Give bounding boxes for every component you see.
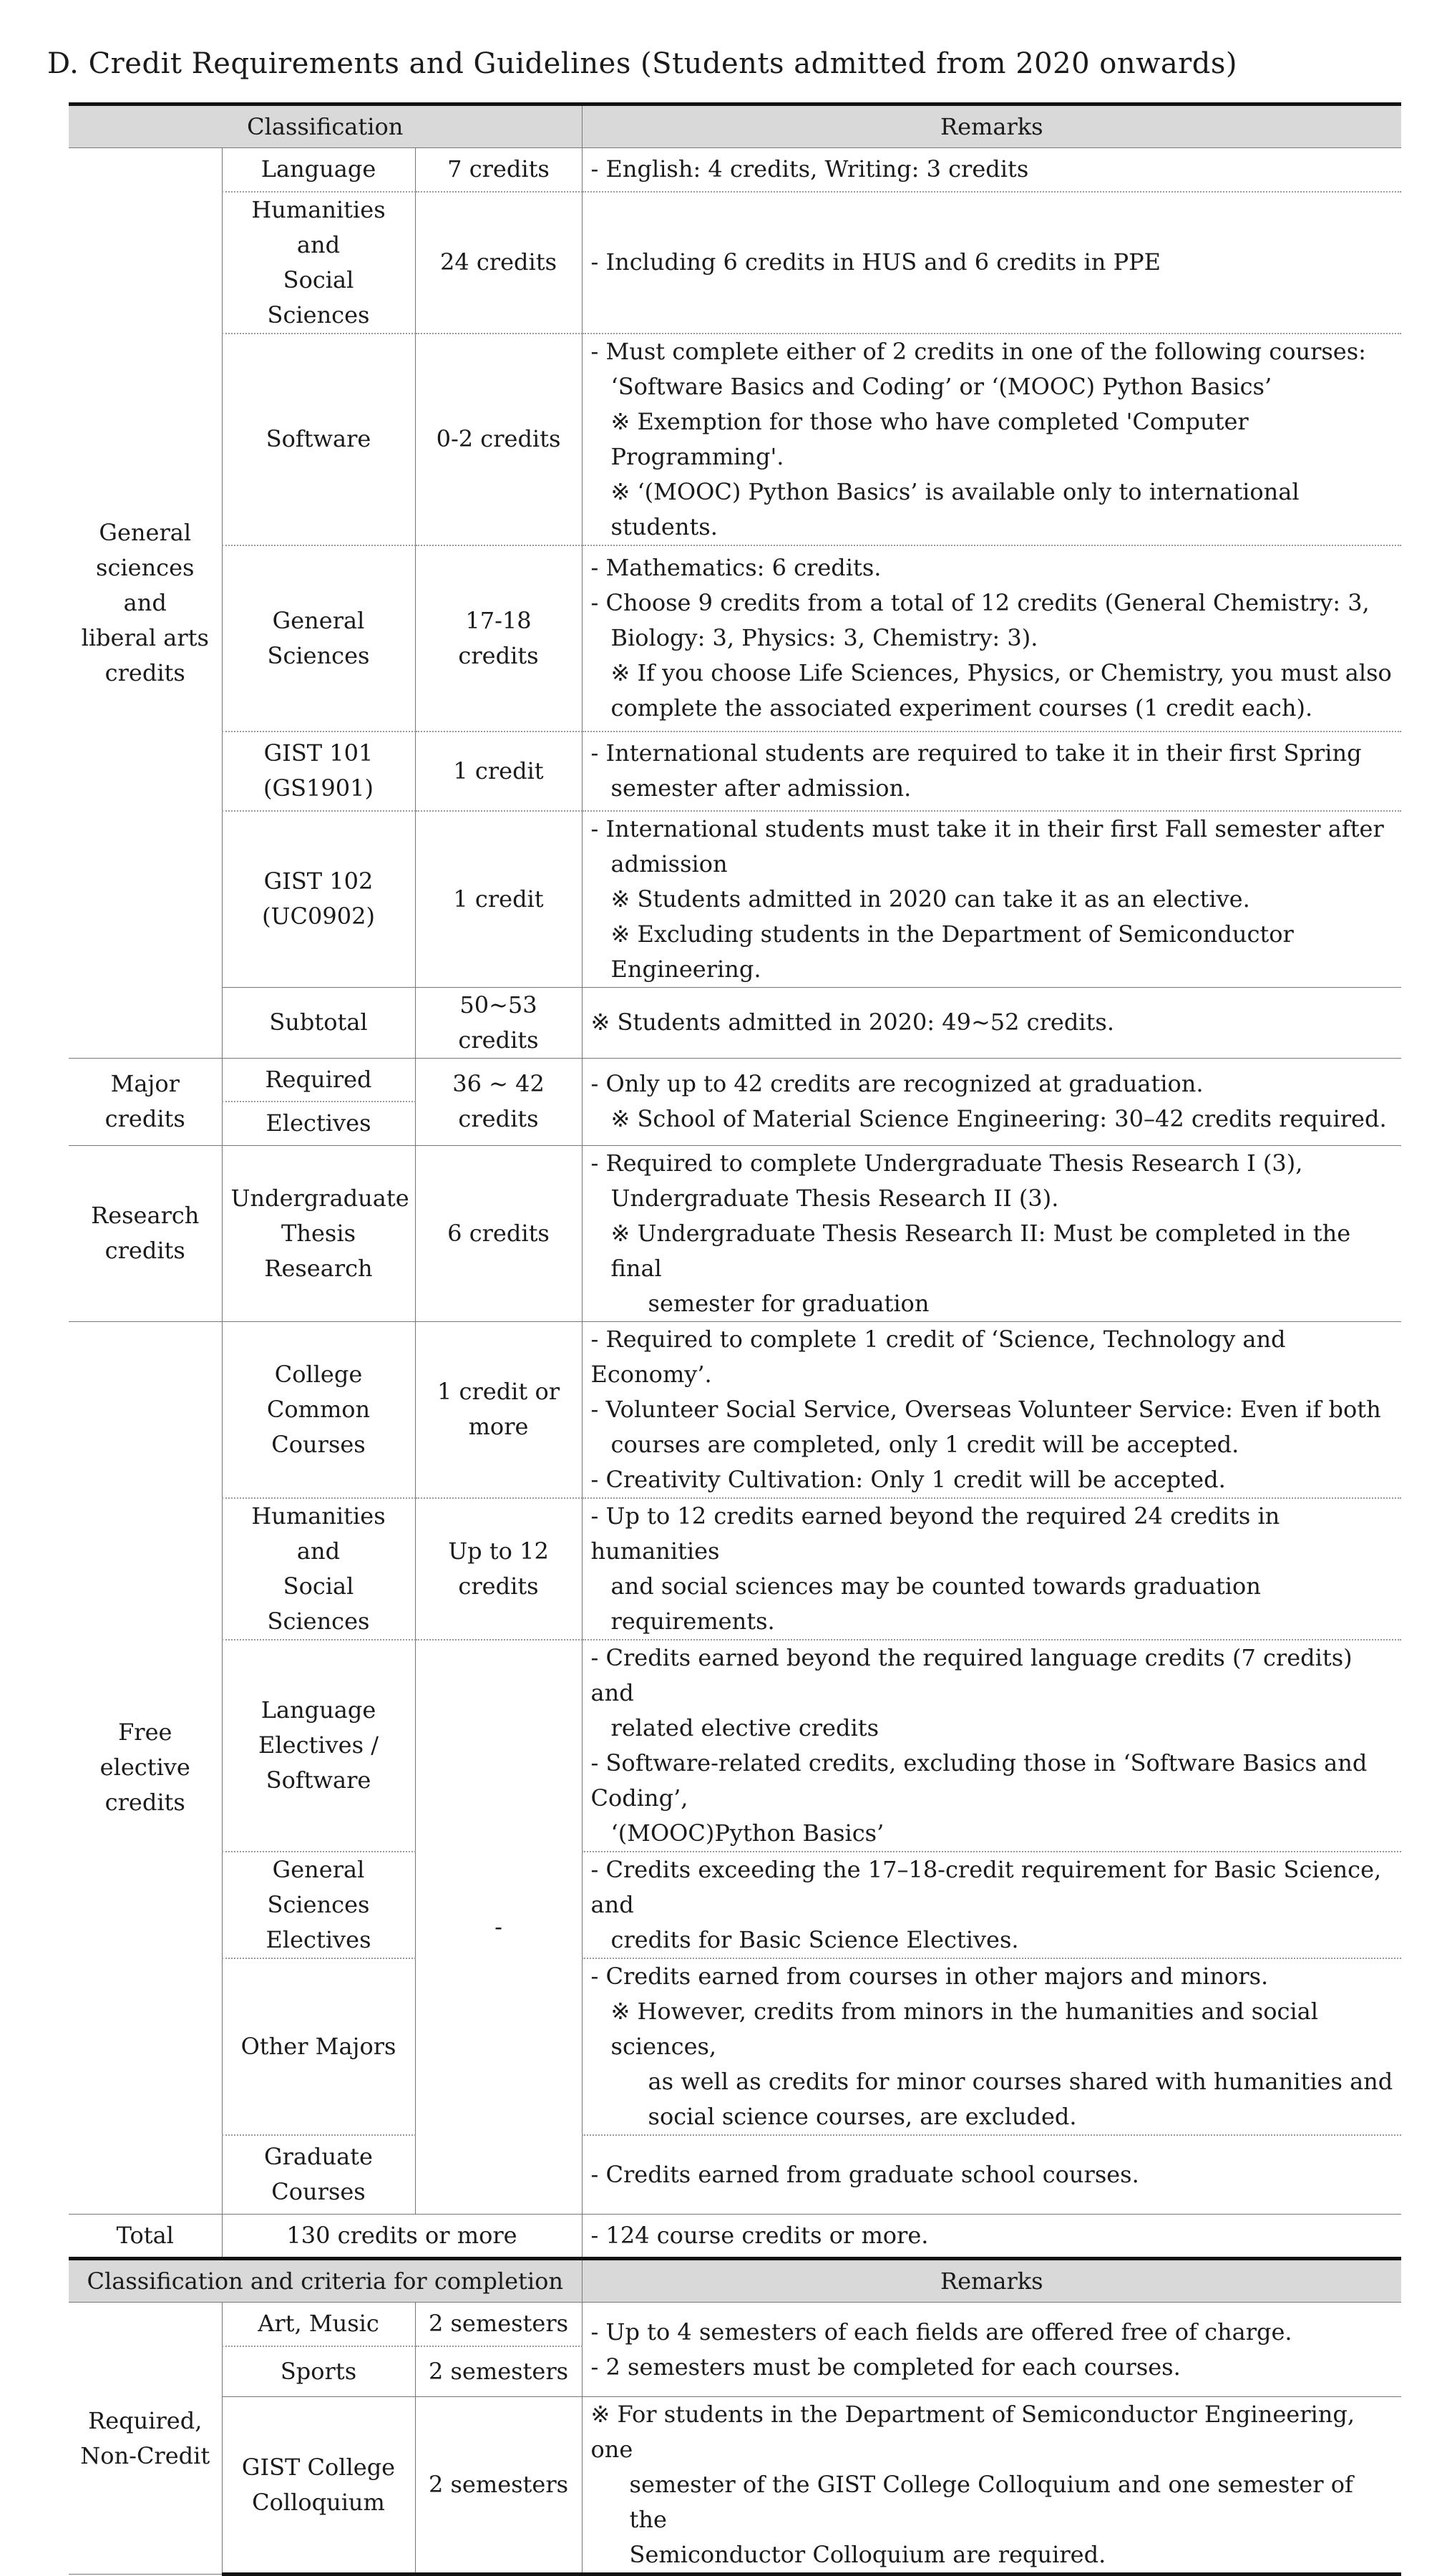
credit-value: 17-18 credits [415, 545, 582, 732]
remarks-cell: - Required to complete 1 credit of ‘Science, Technology and Economy’. - Volunteer Social Service, Overseas Volunteer Service: Even if both courses are completed, only 1 credit will be accepted. - Creativity Cultivation: Only 1 credit will be accepted. [582, 1321, 1401, 1498]
remarks-cell: - Required to complete Undergraduate Thesis Research I (3), Undergraduate Thesis Research II (3). ※ Undergraduate Thesis Research II: Must be completed in the final semester for graduation [582, 1145, 1401, 1321]
remarks-cell: - Up to 4 semesters of each fields are offered free of charge. - 2 semesters must be completed for each courses. [582, 2303, 1401, 2397]
header-remarks: Remarks [582, 2259, 1401, 2303]
course-name: Humanities and Social Sciences [222, 192, 415, 334]
course-name: Language Electives / Software [222, 1640, 415, 1852]
credit-value: 1 credit [415, 732, 582, 811]
semester-value: 2 semesters [415, 2346, 582, 2397]
course-name: GIST 101 (GS1901) [222, 732, 415, 811]
table-row [69, 1498, 1401, 1640]
remarks-cell: - English: 4 credits, Writing: 3 credits [582, 148, 1401, 192]
semester-value: 2 semesters [415, 2397, 582, 2575]
page-title: D. Credit Requirements and Guidelines (Students admitted from 2020 onwards) [47, 47, 1238, 80]
credit-value: 36 ~ 42 credits [415, 1058, 582, 1145]
credit-requirements-table [69, 102, 1401, 2576]
table-row [69, 1958, 1401, 2135]
table-row [69, 1321, 1401, 1498]
credit-value: Up to 12 credits [415, 1498, 582, 1640]
remarks-cell: - 124 course credits or more. [582, 2215, 1401, 2259]
table-row [69, 1852, 1401, 1958]
credit-value: 6 credits [415, 1145, 582, 1321]
table-header-row [69, 2259, 1401, 2303]
credit-value: 0-2 credits [415, 334, 582, 545]
remarks-cell: - Credits earned from graduate school courses. [582, 2135, 1401, 2215]
remarks-cell: - Credits exceeding the 17–18-credit requirement for Basic Science, and credits for Basic Science Electives. [582, 1852, 1401, 1958]
group-label-major: Major credits [69, 1058, 222, 1145]
course-name: GIST College Colloquium [222, 2397, 415, 2575]
course-name: Art, Music [222, 2303, 415, 2346]
header-classification-criteria: Classification and criteria for completion [69, 2259, 582, 2303]
course-name: Sports [222, 2346, 415, 2397]
remarks-cell: - Credits earned from courses in other majors and minors. ※ However, credits from minors in the humanities and social sciences, as well as credits for minor courses shared with humanities and social science courses, are excluded. [582, 1958, 1401, 2135]
table-row [69, 192, 1401, 334]
remarks-cell: - Must complete either of 2 credits in one of the following courses: ‘Software Basics and Coding’ or ‘(MOOC) Python Basics’ ※ Exemption for those who have completed 'Computer Programming'. ※ ‘(MOOC) Python Basics’ is available only to international students. [582, 334, 1401, 545]
subtotal-label: Subtotal [222, 987, 415, 1058]
course-name: Software [222, 334, 415, 545]
credit-value: 1 credit [415, 811, 582, 988]
remarks-cell: - International students must take it in their first Fall semester after admission ※ Students admitted in 2020 can take it as an elective. ※ Excluding students in the Department of Semiconductor Engineering. [582, 811, 1401, 988]
course-name: College Common Courses [222, 1321, 415, 1498]
total-label: Total [69, 2215, 222, 2259]
table-row [69, 2397, 1401, 2575]
remarks-cell: - Credits earned beyond the required language credits (7 credits) and related elective credits - Software-related credits, excluding those in ‘Software Basics and Coding’, ‘(MOOC)Python Basics’ [582, 1640, 1401, 1852]
table-row [69, 732, 1401, 811]
credit-value: 7 credits [415, 148, 582, 192]
course-name: Required [222, 1058, 415, 1102]
remarks-cell: - International students are required to take it in their first Spring semester after admission. [582, 732, 1401, 811]
semester-value: 2 semesters [415, 2303, 582, 2346]
course-name: Other Majors [222, 1958, 415, 2135]
table-row [69, 987, 1401, 1058]
remarks-cell: - Including 6 credits in HUS and 6 credits in PPE [582, 192, 1401, 334]
table-row [69, 2135, 1401, 2215]
course-name: Electives [222, 1102, 415, 1145]
course-name: Language [222, 148, 415, 192]
course-name: General Sciences [222, 545, 415, 732]
table-row [69, 2303, 1401, 2346]
table-row [69, 2215, 1401, 2259]
remarks-cell: - Only up to 42 credits are recognized at graduation. ※ School of Material Science Engineering: 30–42 credits required. [582, 1058, 1401, 1145]
credit-value: 1 credit or more [415, 1321, 582, 1498]
remarks-cell: - Mathematics: 6 credits. - Choose 9 credits from a total of 12 credits (General Chemistry: 3, Biology: 3, Physics: 3, Chemistry: 3). ※ If you choose Life Sciences, Physics, or Chemistry, you must also complete the associated experiment courses (1 credit each). [582, 545, 1401, 732]
remarks-cell: - Up to 12 credits earned beyond the required 24 credits in humanities and social sciences may be counted towards graduation requirements. [582, 1498, 1401, 1640]
group-label-general: General sciences and liberal arts credits [69, 148, 222, 1059]
remarks-cell: ※ Students admitted in 2020: 49~52 credits. [582, 987, 1401, 1058]
table-header-row [69, 105, 1401, 148]
course-name: General Sciences Electives [222, 1852, 415, 1958]
remarks-cell: ※ For students in the Department of Semiconductor Engineering, one semester of the GIST College Colloquium and one semester of the Semiconductor Colloquium are required. [582, 2397, 1401, 2575]
credit-value: 24 credits [415, 192, 582, 334]
table-row [69, 1058, 1401, 1102]
course-name: GIST 102 (UC0902) [222, 811, 415, 988]
credit-value: - [415, 1640, 582, 2215]
table-row [69, 148, 1401, 192]
table-row [69, 811, 1401, 988]
total-credits: 130 credits or more [222, 2215, 582, 2259]
course-name: Undergraduate Thesis Research [222, 1145, 415, 1321]
course-name: Humanities and Social Sciences [222, 1498, 415, 1640]
header-remarks: Remarks [582, 105, 1401, 148]
course-name: Graduate Courses [222, 2135, 415, 2215]
table-row [69, 334, 1401, 545]
group-label-free: Free elective credits [69, 1321, 222, 2215]
table-row [69, 1640, 1401, 1852]
group-label-noncredit: Required, Non-Credit [69, 2303, 222, 2575]
header-classification: Classification [69, 105, 582, 148]
table-row [69, 1145, 1401, 1321]
group-label-research: Research credits [69, 1145, 222, 1321]
table-row [69, 545, 1401, 732]
subtotal-credits: 50~53 credits [415, 987, 582, 1058]
